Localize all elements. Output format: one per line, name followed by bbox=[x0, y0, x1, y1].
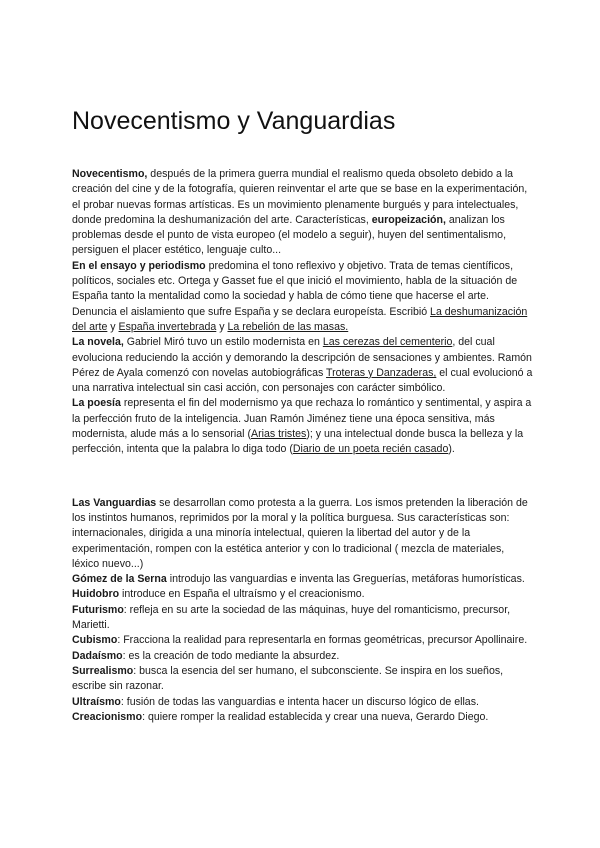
text: representa el fin del modernismo ya que rechaza lo romántico y sentimental, y aspira a la perfección fruto de la inteligencia. Juan Ramón Jiménez tiene una época sensitiva, más modernista, alude más a lo sensorial ( bbox=[72, 397, 532, 441]
text: ). bbox=[448, 443, 455, 456]
book-title: Diario de un poeta recién casado bbox=[292, 443, 449, 456]
term-poesia: La poesía bbox=[72, 397, 121, 410]
term-surrealismo: Surrealismo bbox=[72, 664, 134, 677]
book-title: La rebelión de las masas. bbox=[227, 320, 349, 333]
paragraph-ultraismo bbox=[72, 695, 534, 710]
text: : refleja en su arte la sociedad de las máquinas, huye del romanticismo, precursor, Marietti. bbox=[72, 603, 511, 632]
text: y bbox=[107, 320, 119, 333]
text: después de la primera guerra mundial el realismo queda obsoleto debido a la creación del cine y de la fotografía, quieren reinventar el arte que se base en la experimentación, el probar nuevas formas artísticas. Es un movimiento plenamente burgués y para intelectuales, donde predomina la deshumanización del arte. Características, bbox=[72, 168, 528, 226]
text: se desarrollan como protesta a la guerra. Los ismos pretenden la liberación de los instintos humanos, reprimidos por la moral y la política burguesa. Sus características son: internacionales, dirigida a una minoría intelectual, quieren la libertad del autor y de la experimentación, rompen con la estética anterior y con lo tradicional ( mezcla de materiales, léxico nuevo...) bbox=[72, 496, 528, 570]
paragraph-gomez-huidobro bbox=[72, 572, 534, 603]
paragraph-ensayo bbox=[72, 259, 534, 335]
paragraph-futurismo bbox=[72, 603, 534, 634]
term-europeizacion: europeización, bbox=[371, 213, 446, 226]
term-dadaismo: Dadaísmo bbox=[72, 649, 123, 662]
paragraph-dadaismo bbox=[72, 649, 534, 664]
text: analizan los problemas desde el punto de vista europeo (el modelo a seguir), huyen del sentimentalismo, persiguen el placer estético, lenguaje culto... bbox=[72, 213, 507, 257]
text: , del cual evoluciona reduciendo la acción y demorando la descripción de sensaciones y ambientes. Ramón Pérez de Ayala comenzó con novelas autobiográficas bbox=[72, 336, 532, 379]
book-title: Arias tristes bbox=[251, 428, 307, 441]
text: : es la creación de todo mediante la absurdez. bbox=[122, 649, 340, 662]
term-creacionismo: Creacionismo bbox=[72, 710, 143, 723]
book-title: Troteras y Danzaderas, bbox=[326, 366, 437, 379]
text: ); y una intelectual donde busca la belleza y la perfección, intenta que la palabra lo diga todo ( bbox=[72, 428, 524, 456]
text: : Fracciona la realidad para representarla en formas geométricas, precursor Apollinaire. bbox=[117, 634, 528, 647]
book-title: España invertebrada bbox=[118, 320, 217, 333]
paragraph-poesia bbox=[72, 396, 534, 457]
paragraph-novecentismo bbox=[72, 167, 534, 259]
paragraph-creacionismo bbox=[72, 710, 534, 725]
term-vanguardias: Las Vanguardias bbox=[72, 496, 157, 509]
paragraph-novela bbox=[72, 335, 534, 396]
term-futurismo: Futurismo bbox=[72, 603, 124, 616]
term-novela: La novela, bbox=[72, 336, 124, 349]
paragraph-surrealismo bbox=[72, 664, 534, 695]
text: introdujo las vanguardias e inventa las Greguerías, metáforas humorísticas. bbox=[166, 573, 525, 586]
term-huidobro: Huidobro bbox=[72, 588, 120, 601]
term-cubismo: Cubismo bbox=[72, 634, 118, 647]
text: predomina el tono reflexivo y objetivo. Trata de temas científicos, políticos, sociales etc. Ortega y Gasset fue el que inició el movimiento, habla de la situación de España tanto la mentalidad como la sociedad y habla de cómo tiene que hacerse el arte. Denuncia el aislamiento que sufre España y se declara europeísta. Escribió bbox=[72, 259, 518, 318]
text: Gabriel Miró tuvo un estilo modernista en bbox=[123, 336, 323, 349]
page-title: Novecentismo y Vanguardias bbox=[72, 107, 396, 135]
book-title: Las cerezas del cementerio bbox=[322, 336, 453, 349]
text: : quiere romper la realidad establecida y crear una nueva, Gerardo Diego. bbox=[142, 710, 489, 723]
text: el cual evolucionó a una narrativa intelectual sin casi acción, con personajes con carácter simbólico. bbox=[72, 366, 533, 395]
text: : busca la esencia del ser humano, el subconsciente. Se inspira en los sueños, escribe sin razonar. bbox=[72, 664, 504, 693]
term-gomez-de-la-serna: Gómez de la Serna bbox=[72, 573, 167, 586]
paragraph-vanguardias bbox=[72, 496, 534, 572]
document-body bbox=[72, 167, 534, 725]
term-ultraismo: Ultraísmo bbox=[72, 695, 121, 708]
text: introduce en España el ultraísmo y el creacionismo. bbox=[119, 588, 365, 601]
text: y bbox=[216, 320, 228, 333]
text: : fusión de todas las vanguardias e intenta hacer un discurso lógico de ellas. bbox=[120, 695, 479, 708]
section-gap bbox=[72, 458, 534, 496]
term-ensayo: En el ensayo y periodismo bbox=[72, 259, 206, 272]
book-title: La deshumanización del arte bbox=[72, 305, 528, 333]
term-novecentismo: Novecentismo, bbox=[72, 168, 148, 180]
paragraph-cubismo bbox=[72, 633, 534, 648]
